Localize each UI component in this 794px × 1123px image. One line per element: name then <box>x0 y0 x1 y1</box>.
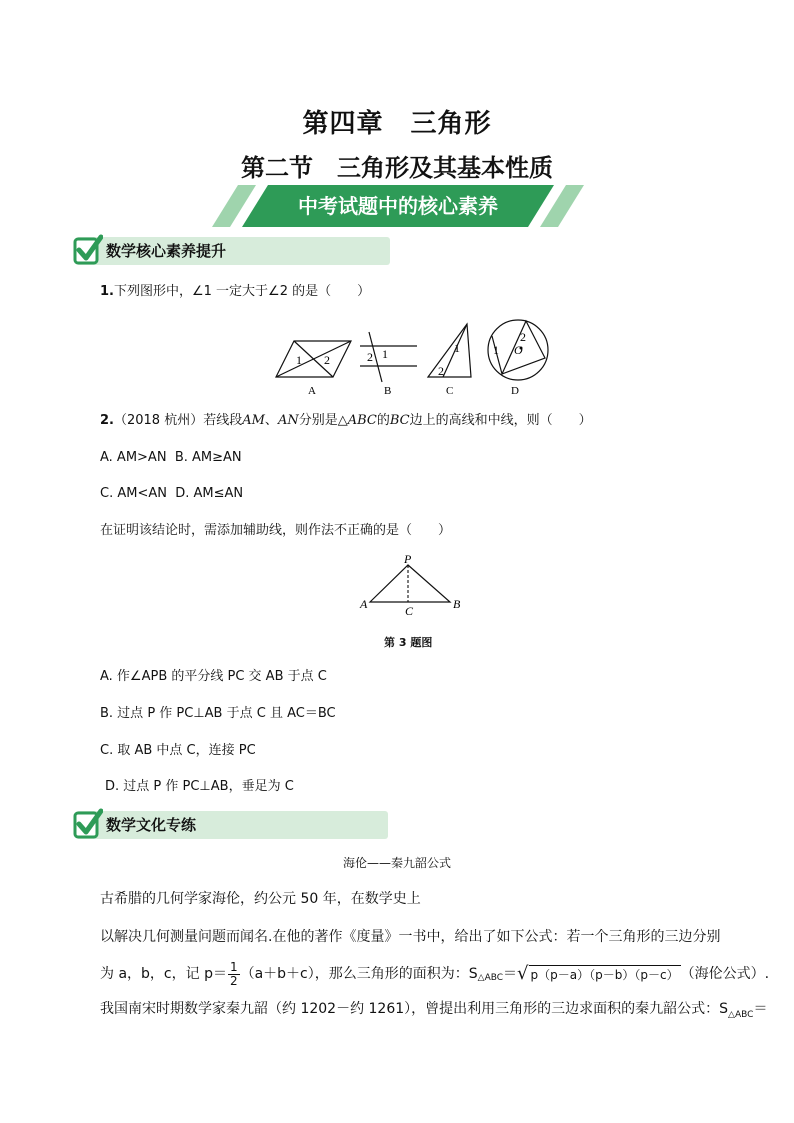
fig-a-label: A <box>308 385 316 397</box>
culture-line-3 <box>100 956 769 992</box>
culture-line-4 <box>100 1000 767 1020</box>
section-header-label: 数学文化专练 <box>106 816 197 834</box>
question-text: 边上的高线和中线，则（ ） <box>409 413 592 428</box>
equals-sign: ＝ <box>753 1001 768 1017</box>
question-source: （2018 杭州） <box>113 413 204 428</box>
q3-option-c: C. 取 AB 中点 C，连接 PC <box>100 743 256 758</box>
segment-an: AN <box>277 413 299 428</box>
fig-c-angle-2: 2 <box>438 364 444 378</box>
point-b-label: B <box>453 597 461 611</box>
question-1-figures <box>270 314 560 400</box>
culture-title: 海伦——秦九韶公式 <box>342 856 451 870</box>
fig-c-label: C <box>446 385 454 397</box>
segment-am: AM <box>242 413 265 428</box>
figure-caption: 第 3 题图 <box>384 636 433 649</box>
formula-text: 我国南宋时期数学家秦九韶（约 1202－约 1261），曾提出利用三角形的三边求面积的秦九韶公式：S <box>100 1001 729 1017</box>
fig-d-angle-2: 2 <box>520 330 526 344</box>
sqrt-body: p（p－a）（p－b）（p－c） <box>529 965 681 984</box>
point-a-label: A <box>360 597 368 611</box>
q3-option-a: A. 作∠APB 的平分线 PC 交 AB 于点 C <box>100 669 327 684</box>
fig-d-center-label: O <box>514 343 523 357</box>
question-1 <box>100 283 370 301</box>
question-2 <box>100 412 592 430</box>
fig-a-angle-2: 2 <box>324 353 330 367</box>
fraction-half <box>228 961 240 988</box>
triangle-abc: ABC <box>347 413 377 428</box>
question-text: 若线段 <box>203 413 243 428</box>
option-c: C. AM<AN <box>100 486 167 501</box>
question-3-text: 在证明该结论时，需添加辅助线，则作法不正确的是（ ） <box>100 523 452 538</box>
q3-option-d: D. 过点 P 作 PC⊥AB，垂足为 C <box>105 779 294 794</box>
option-a: A. AM>AN <box>100 450 167 465</box>
sqrt-icon: √ <box>517 963 529 984</box>
equals-sign: ＝ <box>503 966 518 982</box>
question-text: 的 <box>376 413 390 428</box>
section-header-core <box>76 237 390 265</box>
fig-b-label: B <box>384 385 392 397</box>
fraction-denominator: 2 <box>229 973 238 988</box>
figure-c <box>428 324 471 377</box>
q2-options-row-1 <box>100 449 242 467</box>
fig-d-label: D <box>511 385 519 397</box>
chapter-title: 第四章 三角形 <box>302 109 492 139</box>
fig-b-angle-2: 2 <box>367 350 373 364</box>
section-header-label: 数学核心素养提升 <box>106 242 227 260</box>
question-number: 2. <box>100 413 114 428</box>
fig-a-angle-1: 1 <box>296 353 302 367</box>
fig-b-angle-1: 1 <box>382 347 388 361</box>
option-b: B. AM≥AN <box>174 450 242 465</box>
question-3-figure <box>356 552 466 618</box>
formula-text: （海伦公式）. <box>680 966 770 982</box>
formula-text: （a＋b＋c），那么三角形的面积为：S <box>240 966 478 982</box>
checkmark-icon <box>73 807 103 841</box>
question-text: 分别是△ <box>298 413 348 428</box>
formula-text: 为 a，b，c，记 p＝ <box>100 966 227 982</box>
checkmark-icon <box>73 233 103 267</box>
segment-bc: BC <box>389 413 410 428</box>
question-number: 1. <box>100 284 114 299</box>
option-d: D. AM≤AN <box>175 486 244 501</box>
culture-line-2: 以解决几何测量问题而闻名.在他的著作《度量》一书中，给出了如下公式：若一个三角形的三边分别 <box>100 929 721 945</box>
figure-a <box>276 341 351 377</box>
section-title: 第二节 三角形及其基本性质 <box>241 154 553 182</box>
fig-c-angle-1: 1 <box>454 341 460 355</box>
point-c-label: C <box>405 604 414 618</box>
q2-options-row-2 <box>100 485 243 503</box>
fraction-numerator: 1 <box>229 959 238 974</box>
subscript-abc: △ABC <box>728 1010 754 1020</box>
subscript-abc: △ABC <box>477 973 504 983</box>
point-p-label: P <box>404 552 412 566</box>
separator: 、 <box>264 413 278 428</box>
section-header-culture <box>76 811 388 839</box>
culture-line-1: 古希腊的几何学家海伦，约公元 50 年，在数学史上 <box>100 891 421 907</box>
question-text: 下列图形中，∠1 一定大于∠2 的是（ ） <box>113 284 371 299</box>
fig-d-angle-1: 1 <box>493 343 499 357</box>
q3-option-b: B. 过点 P 作 PC⊥AB 于点 C 且 AC＝BC <box>100 706 336 721</box>
banner-title: 中考试题中的核心素养 <box>298 194 498 218</box>
